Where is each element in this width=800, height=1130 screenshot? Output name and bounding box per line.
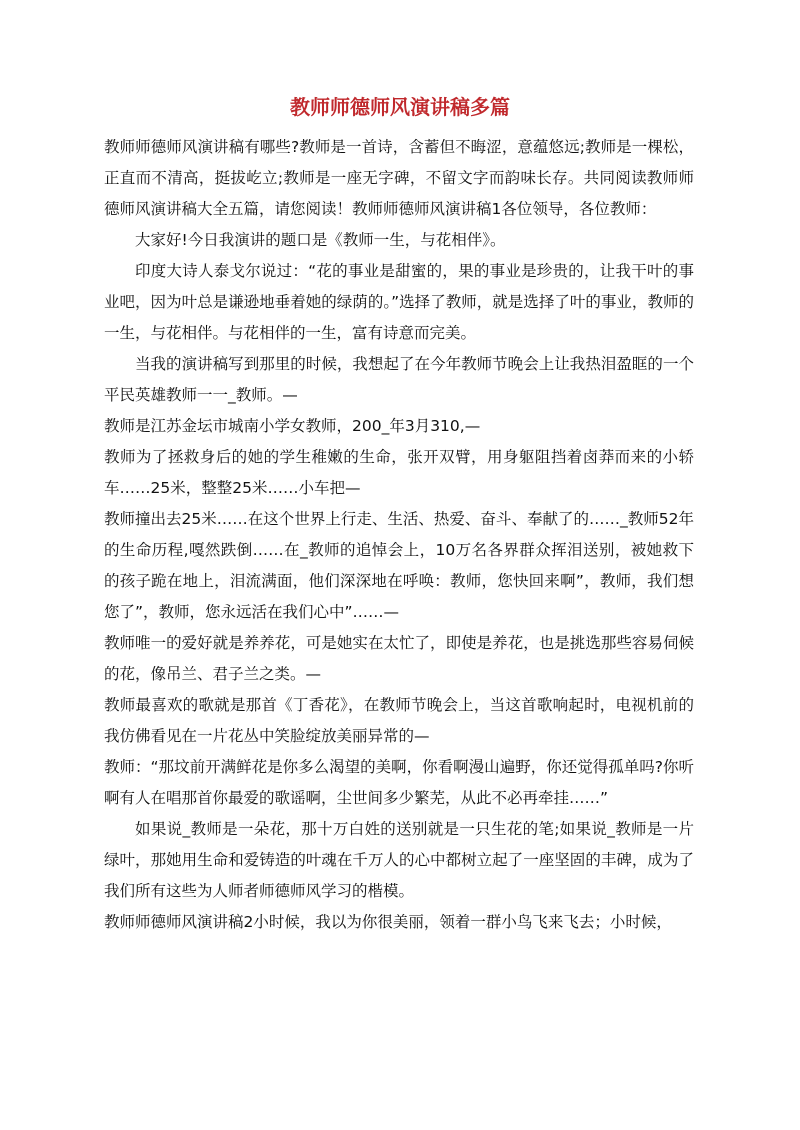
paragraph-hobby: 教师唯一的爱好就是养养花，可是她实在太忙了，即使是养花，也是挑选那些容易伺候的花，像吊兰、君子兰之类。— [104, 634, 694, 683]
paragraph-intro: 教师师德师风演讲稿有哪些?教师是一首诗，含蓄但不晦涩，意蕴悠远;教师是一棵松，正直而不清高，挺拔屹立;教师是一座无字碑，不留文字而韵味长存。共同阅读教师师德师风演讲稿大全五篇，请您阅读！教师师德师风演讲稿1各位领导，各位教师： [104, 138, 694, 218]
paragraph-conclusion: 如果说_教师是一朵花，那十万白姓的送别就是一只生花的笔;如果说_教师是一片绿叶，那她用生命和爱铸造的叶魂在千万人的心中都树立起了一座坚固的丰碑，成为了我们所有这些为人师者师德师风学习的楷模。 [104, 820, 694, 900]
paragraph-song-lyrics: 教师：“那坟前开满鲜花是你多么渴望的美啊，你看啊漫山遍野，你还觉得孤单吗?你听啊有人在唱那首你最爱的歌谣啊，尘世间多少繁芜，从此不必再牵挂……” [104, 758, 694, 807]
paragraph-teacher-intro: 教师是江苏金坛市城南小学女教师，200_年3月310,— [104, 417, 481, 435]
document-body [104, 132, 694, 938]
paragraph-greeting: 大家好!今日我演讲的题口是《教师一生，与花相伴》。 [135, 231, 506, 249]
paragraph-memorial: 教师撞出去25米……在这个世界上行走、生活、热爱、奋斗、奉献了的……_教师52年的生命历程,嘎然跌倒……在_教师的追悼会上，10万名各界群众挥泪送别，被她救下的孩子跪在地上，泪流满面，他们深深地在呼唤：教师，您快回来啊”，教师，我们想您了”，教师，您永远活在我们心中”……— [104, 510, 694, 621]
paragraph-speech-2: 教师师德师风演讲稿2小时候，我以为你很美丽，领着一群小鸟飞来飞去；小时候， [104, 913, 672, 931]
paragraph-tagore-quote: 印度大诗人泰戈尔说过：“花的事业是甜蜜的，果的事业是珍贵的，让我干叶的事业吧，因为叶总是谦逊地垂着她的绿荫的。”选择了教师，就是选择了叶的事业，教师的一生，与花相伴。与花相伴的一生，富有诗意而完美。 [104, 262, 694, 342]
document-title: 教师师德师风演讲稿多篇 [290, 95, 510, 119]
paragraph-hero-teacher: 当我的演讲稿写到那里的时候，我想起了在今年教师节晚会上让我热泪盈眶的一个平民英雄教师一一_教师。— [104, 355, 694, 404]
paragraph-favorite-song: 教师最喜欢的歌就是那首《丁香花》，在教师节晚会上，当这首歌响起时，电视机前的我仿佛看见在一片花丛中笑脸绽放美丽异常的— [104, 696, 694, 745]
paragraph-rescue: 教师为了拯救身后的她的学生稚嫩的生命，张开双臂，用身躯阻挡着卤莽而来的小轿车……25米，整整25米……小车把— [104, 448, 694, 497]
